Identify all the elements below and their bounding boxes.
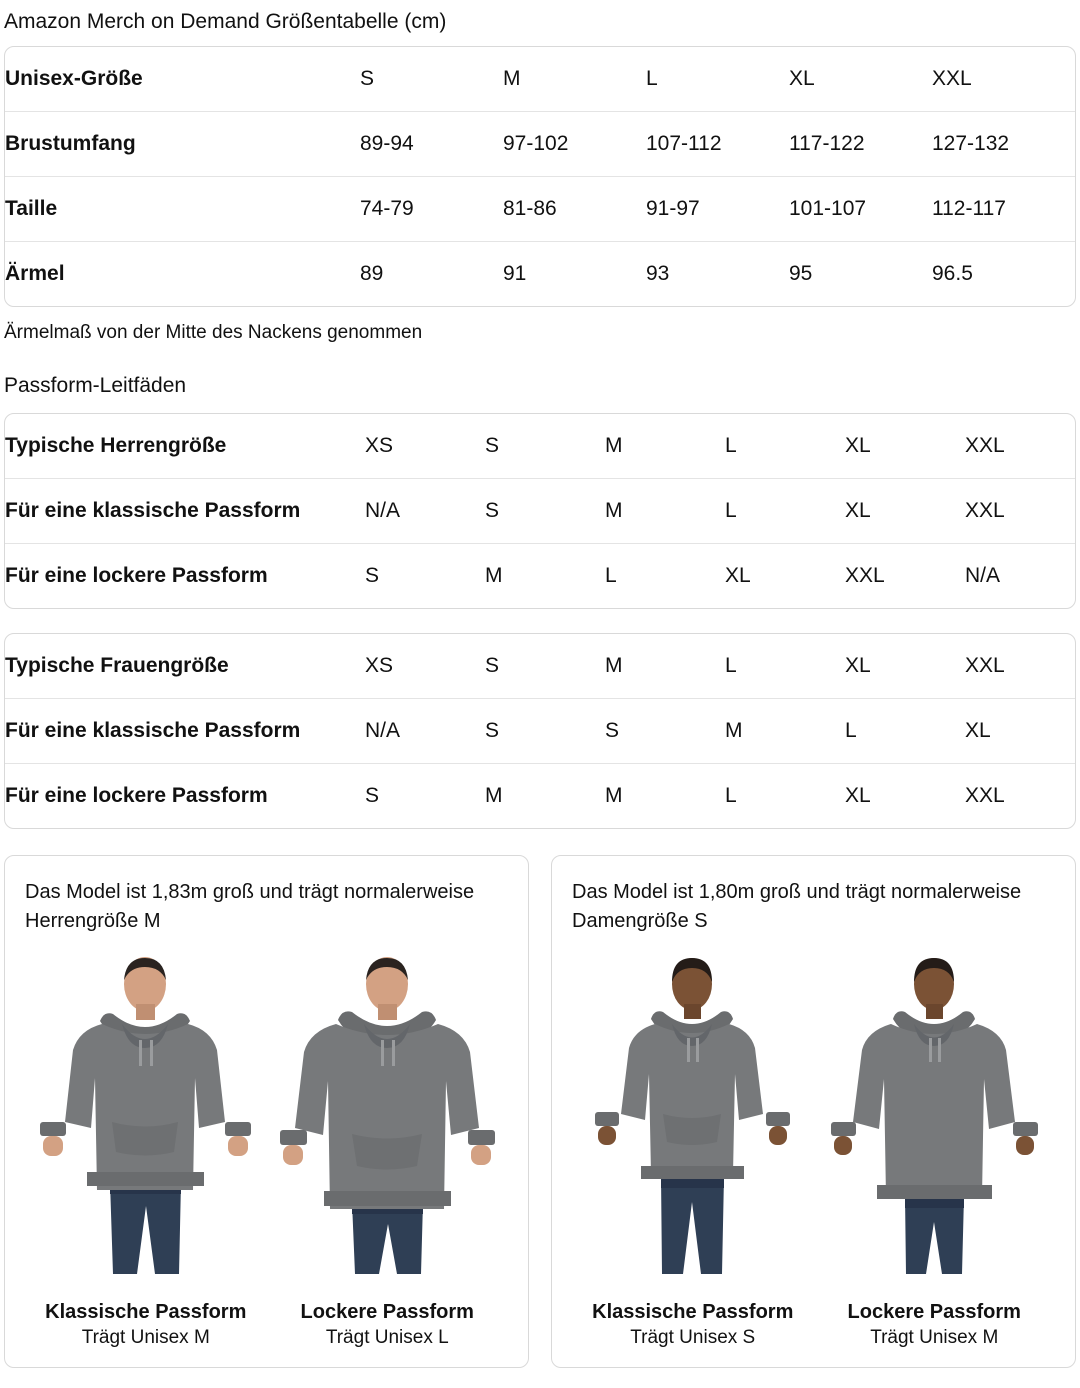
cell: 91-97 <box>646 177 789 242</box>
measurement-table-card <box>4 46 1076 307</box>
figure-title: Klassische Passform <box>45 1301 247 1323</box>
cell: XXL <box>845 564 885 587</box>
cell: N/A <box>965 564 1001 587</box>
female-model-card <box>551 855 1076 1368</box>
page-title: Amazon Merch on Demand Größentabelle (cm) <box>4 10 447 33</box>
row-label: Typische Herrengröße <box>5 414 365 479</box>
measurement-table <box>5 47 1075 306</box>
table-row <box>5 414 1076 479</box>
cell: 91 <box>503 262 527 285</box>
cell: L <box>845 699 965 764</box>
male-classic-fit-illustration <box>38 944 253 1289</box>
cell: M <box>605 784 623 807</box>
cell: 74-79 <box>360 177 503 242</box>
male-model-card <box>4 855 529 1368</box>
figure-classic-fit-male <box>25 944 267 1351</box>
sleeve-note: Ärmelmaß von der Mitte des Nackens genommen <box>4 322 423 343</box>
cell: 107-112 <box>646 112 789 177</box>
cell: S <box>485 414 605 479</box>
row-label: Für eine klassische Passform <box>5 699 365 764</box>
cell: 117-122 <box>789 112 932 177</box>
row-label: Typische Frauengröße <box>5 634 365 699</box>
cell: S <box>365 784 380 807</box>
cell: 112-117 <box>932 177 1075 242</box>
figure-title: Lockere Passform <box>300 1301 474 1323</box>
table-row <box>5 544 1076 609</box>
cell: M <box>485 784 503 807</box>
cell: 81-86 <box>503 177 646 242</box>
cell: XL <box>845 414 965 479</box>
cell: S <box>360 47 503 112</box>
cell: 101-107 <box>789 177 932 242</box>
women-fit-table <box>5 634 1076 828</box>
figure-group <box>25 944 508 1351</box>
figure-title: Klassische Passform <box>592 1301 794 1323</box>
cell: XL <box>845 634 965 699</box>
cell: N/A <box>365 479 485 544</box>
cell: S <box>485 634 605 699</box>
cell: XS <box>365 634 485 699</box>
cell: N/A <box>365 699 485 764</box>
cell: XXL <box>965 634 1076 699</box>
table-row <box>5 242 1075 307</box>
table-row <box>5 479 1076 544</box>
table-row <box>5 699 1076 764</box>
table-row <box>5 47 1075 112</box>
cell: M <box>605 414 725 479</box>
model-caption: Das Model ist 1,80m groß und trägt normalerweise Damengröße S <box>572 881 1022 932</box>
row-label: Für eine lockere Passform <box>5 784 268 807</box>
cell: L <box>725 479 845 544</box>
cell: XL <box>845 784 871 807</box>
cell: 127-132 <box>932 112 1075 177</box>
cell: L <box>725 784 737 807</box>
cell: M <box>605 634 725 699</box>
cell: XXL <box>965 414 1076 479</box>
table-row <box>5 634 1076 699</box>
figure-subtitle: Trägt Unisex M <box>870 1327 999 1348</box>
fit-guides-label: Passform-Leitfäden <box>4 374 187 397</box>
cell: 89 <box>360 262 384 285</box>
male-loose-fit-illustration <box>280 944 495 1289</box>
table-row <box>5 177 1075 242</box>
cell: XL <box>789 47 932 112</box>
figure-subtitle: Trägt Unisex L <box>325 1327 449 1348</box>
cell: L <box>725 634 845 699</box>
cell: M <box>485 564 503 587</box>
cell: S <box>485 479 605 544</box>
cell: 95 <box>789 262 813 285</box>
table-row <box>5 764 1076 829</box>
cell: 93 <box>646 262 670 285</box>
cell: 97-102 <box>503 112 646 177</box>
female-loose-fit-illustration <box>827 944 1042 1289</box>
row-label: Taille <box>5 177 360 242</box>
female-classic-fit-illustration <box>585 944 800 1289</box>
figure-loose-fit-male <box>267 944 509 1351</box>
men-fit-table-card <box>4 413 1076 609</box>
cell: M <box>725 699 845 764</box>
row-label: Ärmel <box>5 262 65 285</box>
table-row <box>5 112 1075 177</box>
cell: L <box>725 414 845 479</box>
figure-subtitle: Trägt Unisex M <box>81 1327 210 1348</box>
row-label: Für eine klassische Passform <box>5 479 365 544</box>
model-caption: Das Model ist 1,83m groß und trägt normalerweise Herrengröße M <box>25 881 475 932</box>
cell: S <box>365 564 380 587</box>
cell: S <box>605 699 725 764</box>
figure-group <box>572 944 1055 1351</box>
cell: XS <box>365 414 485 479</box>
figure-subtitle: Trägt Unisex S <box>630 1327 756 1348</box>
cell: XXL <box>965 479 1076 544</box>
cell: L <box>605 564 617 587</box>
cell: M <box>605 479 725 544</box>
men-fit-table <box>5 414 1076 608</box>
cell: XXL <box>965 784 1005 807</box>
cell: XL <box>845 479 965 544</box>
figure-classic-fit-female <box>572 944 814 1351</box>
model-cards-row <box>4 855 1076 1368</box>
spacer <box>0 609 1080 633</box>
figure-title: Lockere Passform <box>847 1301 1021 1323</box>
cell: XXL <box>932 47 1075 112</box>
row-label: Für eine lockere Passform <box>5 564 268 587</box>
row-label: Brustumfang <box>5 112 360 177</box>
cell: M <box>503 47 646 112</box>
cell: L <box>646 47 789 112</box>
women-fit-table-card <box>4 633 1076 829</box>
row-label: Unisex-Größe <box>5 47 360 112</box>
cell: S <box>485 699 605 764</box>
cell: XL <box>725 564 751 587</box>
cell: 96.5 <box>932 262 973 285</box>
figure-loose-fit-female <box>814 944 1056 1351</box>
cell: 89-94 <box>360 112 503 177</box>
cell: XL <box>965 699 1076 764</box>
